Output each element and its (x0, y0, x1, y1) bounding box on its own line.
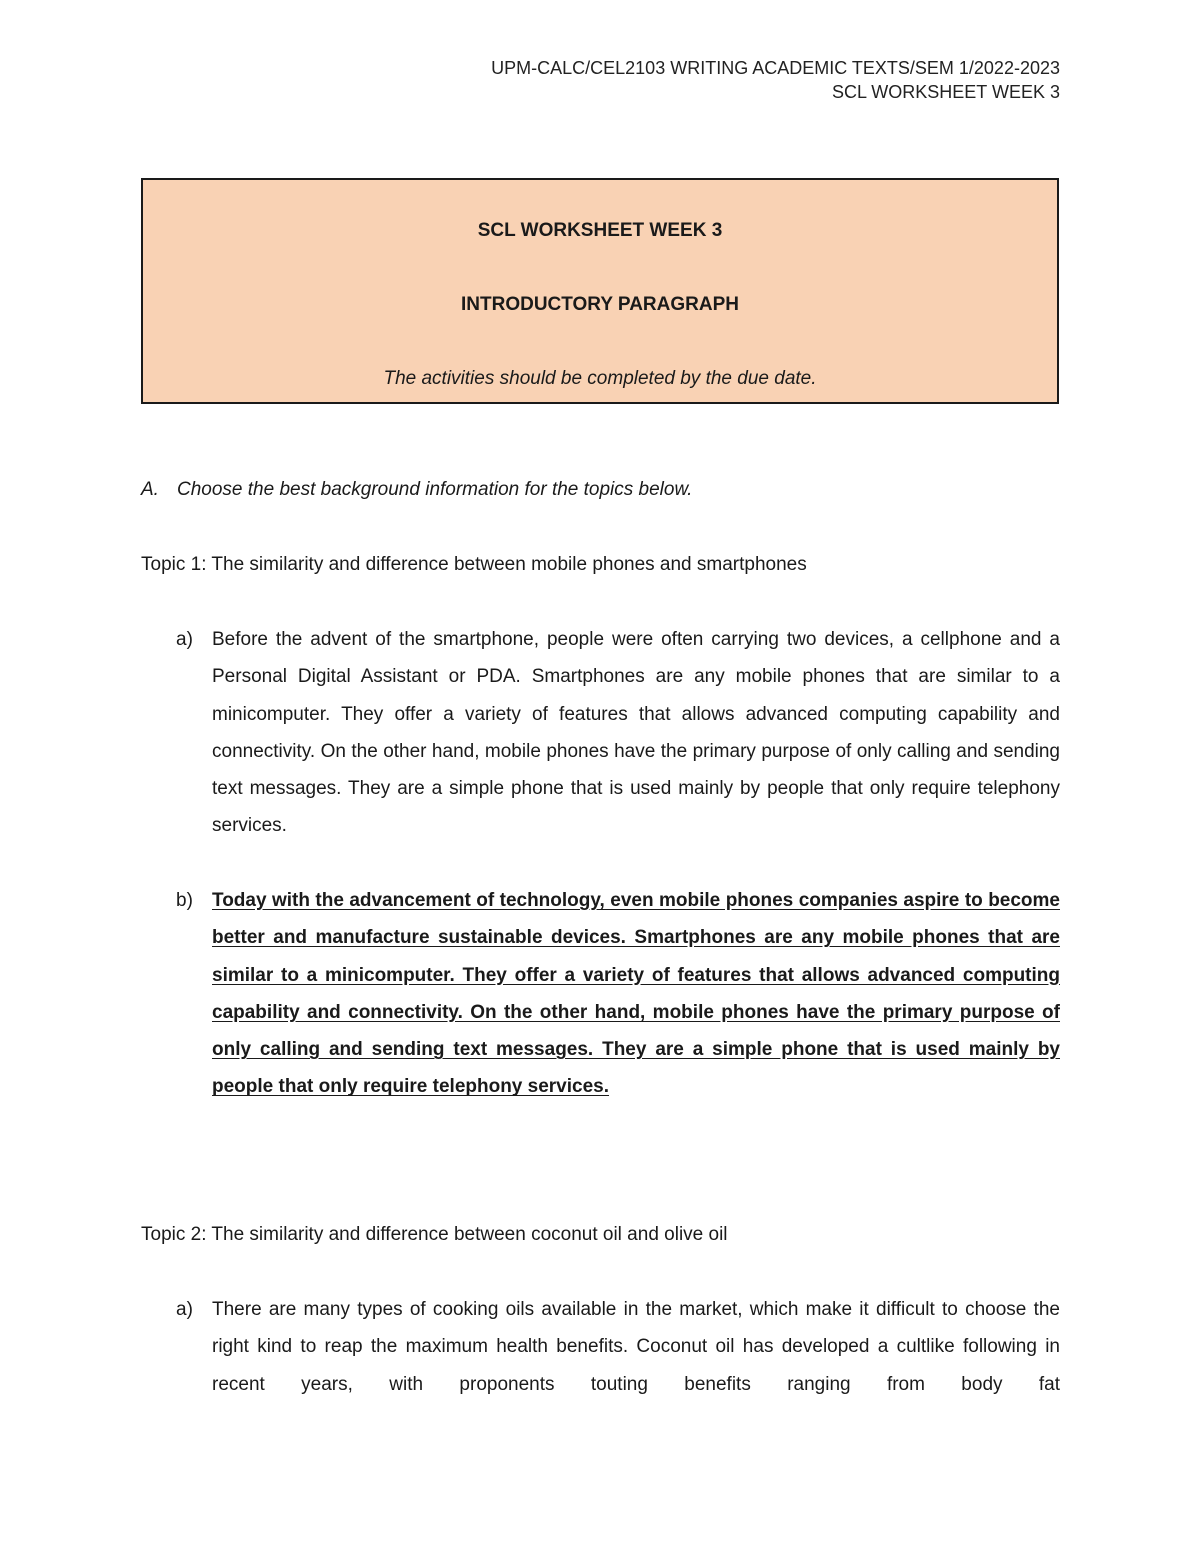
topic-1-label: Topic 1: The similarity and difference between mobile phones and smartphones (141, 554, 807, 575)
topic-1-option-b (176, 882, 1060, 1106)
option-text: There are many types of cooking oils available in the market, which make it difficult to choose the right kind to reap the maximum health benefits. Coconut oil has developed a cultlike following in recent years, with proponents touting benefits ranging from body fat (212, 1299, 1060, 1395)
option-marker: a) (176, 629, 193, 650)
option-text-selected: Today with the advancement of technology, even mobile phones companies aspire to become better and manufacture sustainable devices. Smartphones are any mobile phones that are similar to a minicomputer. They offer a variety of features that allows advanced computing capability and connectivity. On the other hand, mobile phones have the primary purpose of only calling and sending text messages. They are a simple phone that is used mainly by people that only require telephony services. (212, 890, 1060, 1098)
option-marker: a) (176, 1299, 193, 1320)
section-a-instruction (141, 479, 692, 501)
due-date-note: The activities should be completed by the due date. (383, 368, 817, 389)
header-course-line: UPM-CALC/CEL2103 WRITING ACADEMIC TEXTS/SEM 1/2022-2023 (491, 58, 1060, 78)
header-worksheet-line: SCL WORKSHEET WEEK 3 (831, 82, 1060, 102)
section-letter: A. (141, 479, 159, 500)
title-box (141, 178, 1059, 404)
topic-2-label: Topic 2: The similarity and difference between coconut oil and olive oil (141, 1224, 728, 1245)
worksheet-subtitle: INTRODUCTORY PARAGRAPH (461, 294, 739, 315)
topic-1-option-a (176, 621, 1060, 845)
option-text: Before the advent of the smartphone, people were often carrying two devices, a cellphone and a Personal Digital Assistant or PDA. Smartphones are any mobile phones that are similar to a minicomputer. They offer a variety of features that allows advanced computing capability and connectivity. On the other hand, mobile phones have the primary purpose of only calling and sending text messages. They are a simple phone that is used mainly by people that only require telephony services. (212, 629, 1060, 837)
section-instruction-text: Choose the best background information for the topics below. (177, 479, 693, 500)
option-marker: b) (176, 890, 193, 911)
topic-2-option-a (176, 1291, 1060, 1403)
page-header (491, 56, 1060, 104)
worksheet-title: SCL WORKSHEET WEEK 3 (477, 220, 723, 241)
